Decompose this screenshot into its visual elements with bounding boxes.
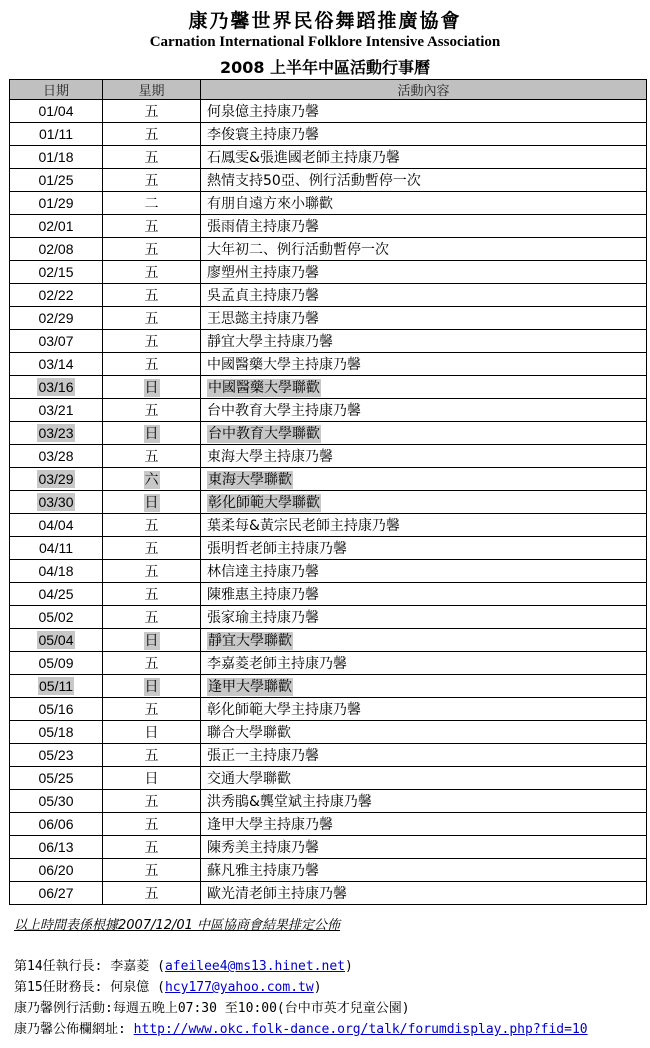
row-activity: 大年初二、例行活動暫停一次 xyxy=(207,242,389,258)
row-date-cell xyxy=(10,169,103,192)
row-weekday-cell xyxy=(103,445,201,468)
row-activity: 葉柔每&黃宗民老師主持康乃馨 xyxy=(207,518,400,534)
row-activity: 逢甲大學主持康乃馨 xyxy=(207,817,333,833)
row-date-cell xyxy=(10,675,103,698)
row-date-cell xyxy=(10,330,103,353)
row-date-cell xyxy=(10,836,103,859)
row-activity-cell xyxy=(201,675,647,698)
row-weekday: 日 xyxy=(144,495,159,511)
row-activity-cell xyxy=(201,606,647,629)
row-weekday: 五 xyxy=(144,817,159,833)
row-activity-cell xyxy=(201,560,647,583)
table-row xyxy=(10,744,647,767)
row-activity-cell xyxy=(201,859,647,882)
row-activity: 有朋自遠方來小聯歡 xyxy=(207,196,333,212)
row-activity-cell xyxy=(201,330,647,353)
row-weekday-cell xyxy=(103,652,201,675)
row-activity: 張雨倩主持康乃馨 xyxy=(207,219,319,235)
table-row xyxy=(10,514,647,537)
row-weekday: 日 xyxy=(144,771,159,787)
finance-contact xyxy=(14,976,322,995)
row-date-cell xyxy=(10,537,103,560)
row-weekday-cell xyxy=(103,261,201,284)
row-weekday: 五 xyxy=(144,288,159,304)
row-weekday: 五 xyxy=(144,748,159,764)
row-weekday: 日 xyxy=(144,426,159,442)
row-weekday: 六 xyxy=(144,472,159,488)
row-activity-cell xyxy=(201,744,647,767)
row-weekday: 五 xyxy=(144,564,159,580)
row-weekday: 五 xyxy=(144,173,159,189)
row-activity-cell xyxy=(201,399,647,422)
row-weekday-cell xyxy=(103,399,201,422)
row-date-cell xyxy=(10,261,103,284)
row-date: 05/23 xyxy=(38,747,74,763)
row-activity-cell xyxy=(201,422,647,445)
row-date-cell xyxy=(10,721,103,744)
row-weekday-cell xyxy=(103,629,201,652)
row-date: 05/09 xyxy=(38,655,74,671)
row-activity-cell xyxy=(201,836,647,859)
row-weekday: 五 xyxy=(144,886,159,902)
schedule-note: 以上時間表係根據2007/12/01 中區協商會結果排定公佈 xyxy=(14,918,341,933)
row-activity: 何泉億主持康乃馨 xyxy=(207,104,319,120)
row-date-cell xyxy=(10,376,103,399)
row-activity-cell xyxy=(201,169,647,192)
table-row xyxy=(10,698,647,721)
row-activity-cell xyxy=(201,468,647,491)
row-activity-cell xyxy=(201,215,647,238)
table-row xyxy=(10,284,647,307)
row-weekday-cell xyxy=(103,468,201,491)
row-date-cell xyxy=(10,468,103,491)
executive-label: 第14任執行長: 李嘉菱 ( xyxy=(14,959,165,974)
row-date-cell xyxy=(10,238,103,261)
row-weekday-cell xyxy=(103,330,201,353)
row-activity-cell xyxy=(201,146,647,169)
row-weekday: 五 xyxy=(144,334,159,350)
row-date-cell xyxy=(10,606,103,629)
row-activity: 中國醫藥大學聯歡 xyxy=(208,380,320,396)
table-row xyxy=(10,307,647,330)
row-date: 06/06 xyxy=(38,816,74,832)
row-date: 03/14 xyxy=(38,356,74,372)
row-date: 04/04 xyxy=(38,517,74,533)
row-weekday: 日 xyxy=(144,725,159,741)
row-activity-cell xyxy=(201,376,647,399)
row-weekday: 五 xyxy=(144,610,159,626)
row-weekday-cell xyxy=(103,284,201,307)
row-weekday: 五 xyxy=(144,104,159,120)
row-date-cell xyxy=(10,882,103,905)
row-date: 05/16 xyxy=(38,701,74,717)
table-row xyxy=(10,560,647,583)
table-row xyxy=(10,537,647,560)
row-activity: 聯合大學聯歡 xyxy=(207,725,291,741)
table-row xyxy=(10,468,647,491)
row-activity: 台中教育大學聯歡 xyxy=(208,426,320,442)
forum-label: 康乃馨公佈欄網址: xyxy=(14,1022,134,1037)
row-weekday: 五 xyxy=(144,702,159,718)
row-date-cell xyxy=(10,100,103,123)
table-row xyxy=(10,629,647,652)
row-activity: 李俊寰主持康乃馨 xyxy=(207,127,319,143)
row-date: 03/07 xyxy=(38,333,74,349)
row-activity: 逢甲大學聯歡 xyxy=(208,679,292,695)
row-date: 06/20 xyxy=(38,862,74,878)
row-weekday-cell xyxy=(103,514,201,537)
row-date-cell xyxy=(10,859,103,882)
row-weekday-cell xyxy=(103,675,201,698)
row-activity-cell xyxy=(201,514,647,537)
row-date: 05/04 xyxy=(38,632,74,648)
row-activity-cell xyxy=(201,583,647,606)
row-weekday-cell xyxy=(103,169,201,192)
table-row xyxy=(10,376,647,399)
row-activity-cell xyxy=(201,238,647,261)
table-row xyxy=(10,123,647,146)
row-weekday-cell xyxy=(103,721,201,744)
row-weekday: 五 xyxy=(144,403,159,419)
row-date: 03/29 xyxy=(38,471,74,487)
row-weekday: 五 xyxy=(144,150,159,166)
row-date-cell xyxy=(10,123,103,146)
row-date-cell xyxy=(10,307,103,330)
row-weekday: 五 xyxy=(144,518,159,534)
row-activity: 交通大學聯歡 xyxy=(207,771,291,787)
row-date-cell xyxy=(10,583,103,606)
row-date: 05/11 xyxy=(39,678,73,694)
table-row xyxy=(10,882,647,905)
row-activity: 東海大學主持康乃馨 xyxy=(207,449,333,465)
row-weekday: 五 xyxy=(144,840,159,856)
table-row xyxy=(10,445,647,468)
row-weekday-cell xyxy=(103,491,201,514)
row-weekday-cell xyxy=(103,537,201,560)
table-row xyxy=(10,169,647,192)
row-weekday: 五 xyxy=(144,311,159,327)
row-activity: 中國醫藥大學主持康乃馨 xyxy=(207,357,361,373)
row-weekday: 日 xyxy=(144,633,159,649)
row-weekday-cell xyxy=(103,790,201,813)
table-row xyxy=(10,767,647,790)
row-activity-cell xyxy=(201,491,647,514)
row-activity: 東海大學聯歡 xyxy=(208,472,292,488)
row-date-cell xyxy=(10,652,103,675)
row-date: 03/30 xyxy=(38,494,74,510)
row-activity-cell xyxy=(201,100,647,123)
row-date: 05/18 xyxy=(38,724,74,740)
table-row xyxy=(10,399,647,422)
table-header-row xyxy=(10,80,647,100)
row-weekday: 二 xyxy=(144,196,159,212)
table-row xyxy=(10,238,647,261)
row-activity: 張正一主持康乃馨 xyxy=(207,748,319,764)
row-activity-cell xyxy=(201,192,647,215)
row-date-cell xyxy=(10,192,103,215)
row-date: 02/29 xyxy=(38,310,74,326)
row-weekday-cell xyxy=(103,836,201,859)
organization-title-english: Carnation International Folklore Intensive Association xyxy=(149,34,501,50)
row-weekday: 日 xyxy=(144,679,159,695)
finance-email-link[interactable]: hcy177@yahoo.com.tw xyxy=(164,980,314,995)
row-activity: 石鳳雯&張進國老師主持康乃馨 xyxy=(207,150,400,166)
row-activity: 陳雅惠主持康乃馨 xyxy=(207,587,319,603)
row-weekday: 五 xyxy=(144,265,159,281)
row-date-cell xyxy=(10,698,103,721)
row-date-cell xyxy=(10,284,103,307)
row-activity: 靜宜大學聯歡 xyxy=(208,633,292,649)
table-row xyxy=(10,261,647,284)
row-weekday-cell xyxy=(103,744,201,767)
row-activity-cell xyxy=(201,882,647,905)
row-date: 03/16 xyxy=(38,379,74,395)
table-row xyxy=(10,491,647,514)
row-activity-cell xyxy=(201,307,647,330)
row-activity: 彰化師範大學主持康乃馨 xyxy=(207,702,361,718)
row-weekday-cell xyxy=(103,376,201,399)
row-date-cell xyxy=(10,399,103,422)
row-weekday-cell xyxy=(103,353,201,376)
row-activity: 李嘉菱老師主持康乃馨 xyxy=(207,656,347,672)
row-activity: 陳秀美主持康乃馨 xyxy=(207,840,319,856)
row-activity-cell xyxy=(201,353,647,376)
row-activity: 靜宜大學主持康乃馨 xyxy=(207,334,333,350)
executive-paren: ) xyxy=(344,959,353,974)
row-weekday-cell xyxy=(103,560,201,583)
column-header-activity: 活動內容 xyxy=(201,80,647,100)
row-activity-cell xyxy=(201,652,647,675)
row-weekday-cell xyxy=(103,698,201,721)
row-weekday-cell xyxy=(103,238,201,261)
row-weekday: 日 xyxy=(144,380,159,396)
row-date-cell xyxy=(10,790,103,813)
row-date-cell xyxy=(10,514,103,537)
row-date: 01/04 xyxy=(38,103,74,119)
row-weekday-cell xyxy=(103,422,201,445)
table-row xyxy=(10,583,647,606)
table-row xyxy=(10,721,647,744)
table-row xyxy=(10,606,647,629)
table-row xyxy=(10,836,647,859)
row-weekday: 五 xyxy=(144,242,159,258)
row-activity: 吳孟貞主持康乃馨 xyxy=(207,288,319,304)
table-row xyxy=(10,790,647,813)
schedule-title: 2008 上半年中區活動行事曆 xyxy=(219,58,431,77)
row-activity-cell xyxy=(201,721,647,744)
row-weekday-cell xyxy=(103,606,201,629)
schedule-table xyxy=(9,79,647,905)
row-date: 03/23 xyxy=(38,425,74,441)
table-row xyxy=(10,675,647,698)
row-date: 05/30 xyxy=(38,793,74,809)
row-date-cell xyxy=(10,491,103,514)
table-row xyxy=(10,422,647,445)
row-date-cell xyxy=(10,215,103,238)
row-weekday-cell xyxy=(103,813,201,836)
row-weekday-cell xyxy=(103,767,201,790)
row-weekday: 五 xyxy=(144,357,159,373)
row-weekday-cell xyxy=(103,215,201,238)
executive-email-link[interactable]: afeilee4@ms13.hinet.net xyxy=(164,959,345,974)
table-row xyxy=(10,146,647,169)
row-date: 01/29 xyxy=(38,195,74,211)
regular-activity-info: 康乃馨例行活動:每週五晚上07:30 至10:00(台中市英才兒童公園) xyxy=(14,1001,410,1016)
row-date: 06/13 xyxy=(38,839,74,855)
row-date: 01/25 xyxy=(38,172,74,188)
executive-contact xyxy=(14,955,353,974)
row-date-cell xyxy=(10,353,103,376)
row-date-cell xyxy=(10,445,103,468)
row-weekday-cell xyxy=(103,307,201,330)
row-activity: 張明哲老師主持康乃馨 xyxy=(207,541,347,557)
table-row xyxy=(10,330,647,353)
row-date: 06/27 xyxy=(38,885,74,901)
row-date: 04/25 xyxy=(38,586,74,602)
finance-label: 第15任財務長: 何泉億 ( xyxy=(14,980,165,995)
row-weekday-cell xyxy=(103,100,201,123)
forum-url-link[interactable]: http://www.okc.folk-dance.org/talk/forumdisplay.php?fid=10 xyxy=(133,1022,588,1037)
row-weekday-cell xyxy=(103,146,201,169)
row-activity: 王思懿主持康乃馨 xyxy=(207,311,319,327)
row-activity: 蘇凡雅主持康乃馨 xyxy=(207,863,319,879)
organization-title-chinese: 康乃馨世界民俗舞蹈推廣協會 xyxy=(188,10,462,32)
row-activity: 張家瑜主持康乃馨 xyxy=(207,610,319,626)
row-date-cell xyxy=(10,560,103,583)
row-date: 03/28 xyxy=(38,448,74,464)
row-date: 03/21 xyxy=(38,402,74,418)
row-weekday-cell xyxy=(103,583,201,606)
row-date-cell xyxy=(10,422,103,445)
column-header-weekday: 星期 xyxy=(103,80,201,100)
row-weekday: 五 xyxy=(144,541,159,557)
row-activity: 熱情支持50亞、例行活動暫停一次 xyxy=(207,173,421,189)
row-activity-cell xyxy=(201,537,647,560)
row-activity-cell xyxy=(201,813,647,836)
row-activity: 彰化師範大學聯歡 xyxy=(208,495,320,511)
row-date: 05/02 xyxy=(38,609,74,625)
row-weekday: 五 xyxy=(144,219,159,235)
row-activity-cell xyxy=(201,261,647,284)
row-date: 02/15 xyxy=(38,264,74,280)
row-activity: 廖塑州主持康乃馨 xyxy=(207,265,319,281)
row-activity: 林信達主持康乃馨 xyxy=(207,564,319,580)
row-weekday-cell xyxy=(103,192,201,215)
table-row xyxy=(10,215,647,238)
row-date-cell xyxy=(10,744,103,767)
row-activity-cell xyxy=(201,284,647,307)
finance-paren: ) xyxy=(313,980,322,995)
row-weekday-cell xyxy=(103,123,201,146)
row-date-cell xyxy=(10,629,103,652)
row-activity-cell xyxy=(201,123,647,146)
row-activity: 歐光清老師主持康乃馨 xyxy=(207,886,347,902)
row-weekday: 五 xyxy=(144,587,159,603)
row-weekday-cell xyxy=(103,859,201,882)
table-row xyxy=(10,652,647,675)
row-date-cell xyxy=(10,813,103,836)
row-activity-cell xyxy=(201,767,647,790)
table-row xyxy=(10,192,647,215)
table-row xyxy=(10,813,647,836)
row-weekday: 五 xyxy=(144,794,159,810)
forum-info xyxy=(14,1018,588,1037)
column-header-date: 日期 xyxy=(10,80,103,100)
table-row xyxy=(10,859,647,882)
row-date: 04/18 xyxy=(38,563,74,579)
row-date: 01/18 xyxy=(38,149,74,165)
row-date: 02/01 xyxy=(38,218,74,234)
row-weekday: 五 xyxy=(144,127,159,143)
row-weekday: 五 xyxy=(144,863,159,879)
row-date-cell xyxy=(10,146,103,169)
table-row xyxy=(10,353,647,376)
row-activity: 台中教育大學主持康乃馨 xyxy=(207,403,361,419)
row-activity-cell xyxy=(201,698,647,721)
row-date: 04/11 xyxy=(39,540,73,556)
row-weekday: 五 xyxy=(144,449,159,465)
row-activity-cell xyxy=(201,629,647,652)
row-date-cell xyxy=(10,767,103,790)
row-weekday: 五 xyxy=(144,656,159,672)
row-activity-cell xyxy=(201,790,647,813)
row-weekday-cell xyxy=(103,882,201,905)
table-row xyxy=(10,100,647,123)
row-date: 01/11 xyxy=(39,126,73,142)
row-date: 02/08 xyxy=(38,241,74,257)
row-date: 02/22 xyxy=(38,287,74,303)
row-activity-cell xyxy=(201,445,647,468)
row-date: 05/25 xyxy=(38,770,74,786)
row-activity: 洪秀鵑&龔堂斌主持康乃馨 xyxy=(207,794,372,810)
